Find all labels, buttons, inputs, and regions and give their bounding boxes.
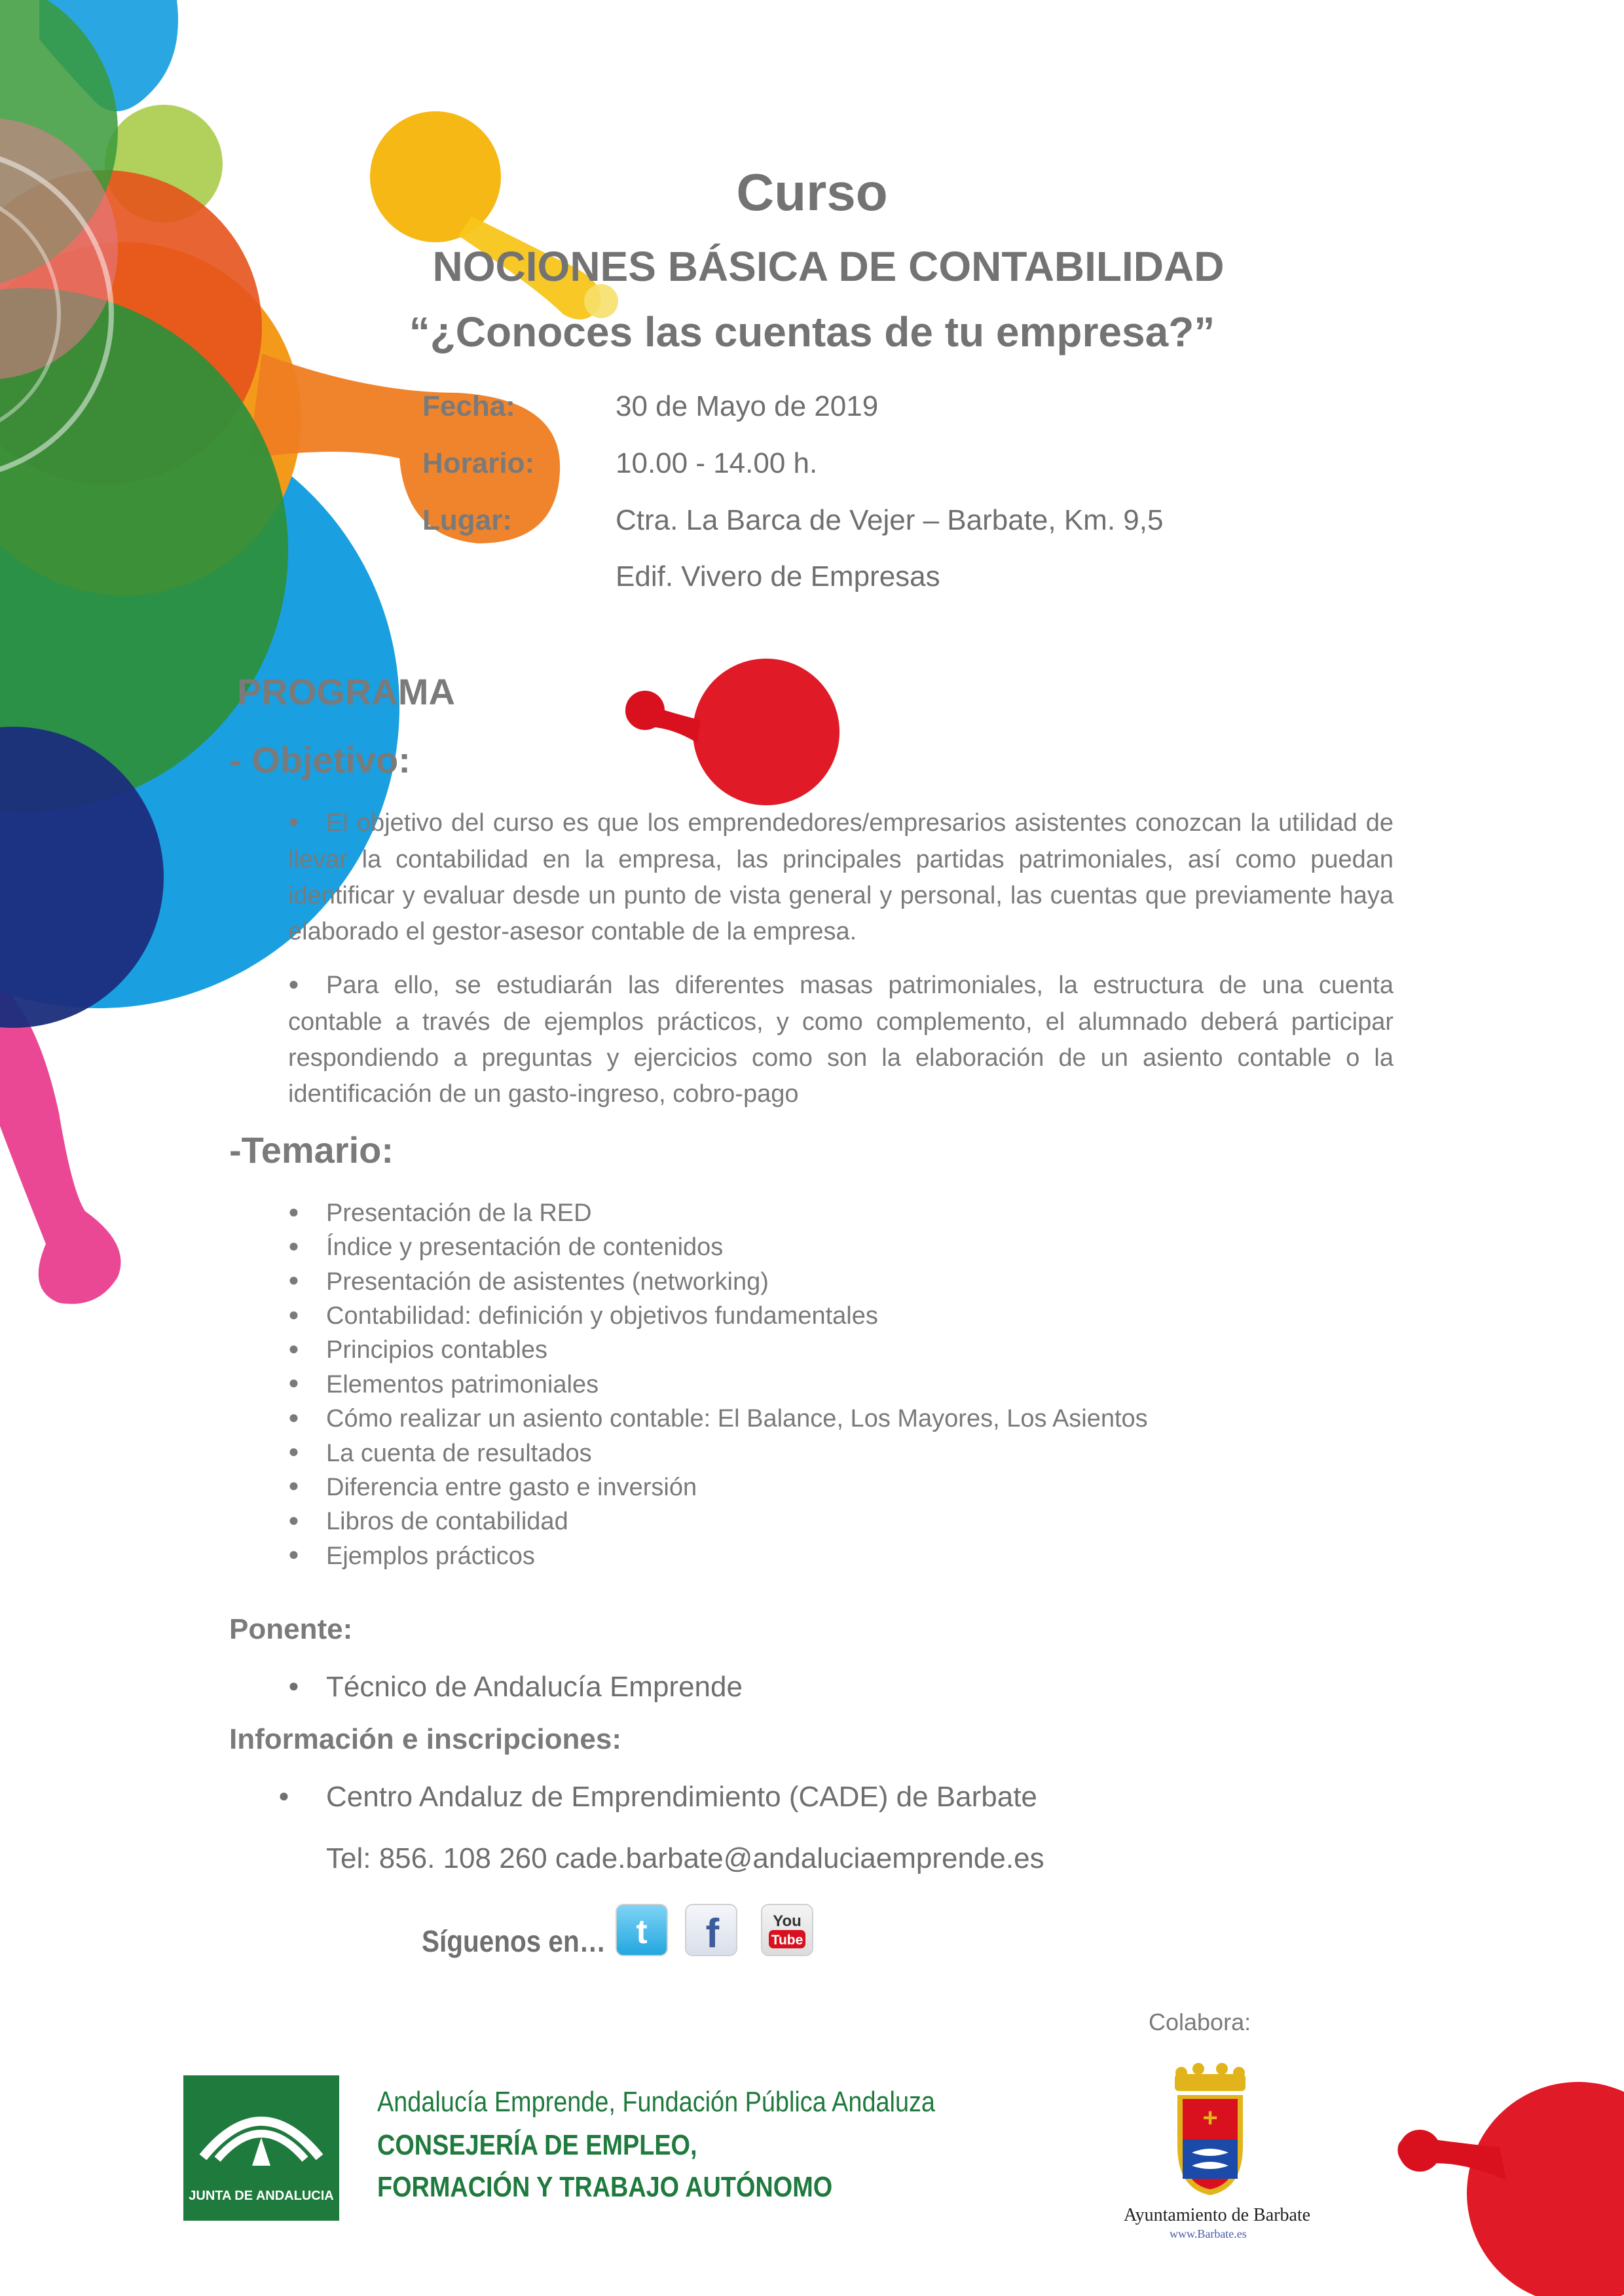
red-corner-drop: [1399, 2130, 1441, 2172]
svg-text:t: t: [636, 1913, 648, 1951]
bullet-icon: ●: [288, 1675, 299, 1696]
svg-text:JUNTA DE ANDALUCIA: JUNTA DE ANDALUCIA: [189, 2189, 334, 2203]
bullet-icon: ●: [288, 1201, 299, 1222]
pink-blob: [0, 982, 120, 1304]
objetivo-item: ● Para ello, se estudiarán las diferentes masas patrimoniales, la estructura de una cuenta contable a través de ejemplos prácticos, y como complemento, el alumnado deberá participar respondiendo a preguntas y ejercicios como son la elaboración de un asiento contable o la identificación de un gasto-ingreso, cobro-pago: [288, 968, 1393, 1112]
bullet-icon: ●: [288, 1372, 299, 1393]
bullet-icon: ●: [288, 1406, 299, 1427]
course-name: NOCIONES BÁSICA DE CONTABILIDAD: [432, 243, 1225, 290]
consejeria-line-1: CONSEJERÍA DE EMPLEO,: [377, 2129, 697, 2161]
programa-heading: PROGRAMA: [237, 671, 455, 712]
bullet-icon: ●: [288, 1338, 299, 1358]
ayuntamiento-web[interactable]: www.Barbate.es: [1170, 2227, 1247, 2240]
list-item: ● Índice y presentación de contenidos: [288, 1231, 1148, 1265]
course-word: Curso: [736, 163, 888, 221]
colabora-label: Colabora:: [1149, 2009, 1251, 2035]
bullet-icon: ●: [288, 1269, 299, 1290]
bullet-icon: ●: [288, 974, 299, 994]
temario-list: [288, 1197, 1148, 1574]
ponente-heading: Ponente:: [229, 1613, 353, 1645]
horario-label: Horario:: [422, 447, 535, 479]
consejeria-line-2: FORMACIÓN Y TRABAJO AUTÓNOMO: [377, 2171, 833, 2203]
facebook-icon[interactable]: [685, 1904, 737, 1956]
bullet-icon: ●: [288, 1509, 299, 1530]
temario-heading: -Temario:: [229, 1129, 394, 1171]
svg-text:Tube: Tube: [771, 1933, 803, 1948]
red-drop: [625, 691, 665, 730]
bullet-icon: ●: [288, 1544, 299, 1565]
list-item: ● Ejemplos prácticos: [288, 1540, 1148, 1574]
fecha-value: 30 de Mayo de 2019: [616, 390, 879, 422]
list-item: ● Libros de contabilidad: [288, 1505, 1148, 1539]
objetivo-item: ● El objetivo del curso es que los emprendedores/empresarios asistentes conozcan la utilidad de llevar la contabilidad en la empresa, las principales partidas patrimoniales, así como puedan identificar y evaluar desde un punto de vista general y personal, las cuentas que previamente haya elaborado el gestor-asesor contable de la empresa.: [288, 805, 1393, 950]
bullet-icon: ●: [288, 1303, 299, 1324]
bullet-icon: ●: [278, 1785, 289, 1806]
objetivo-heading: - Objetivo:: [229, 739, 411, 780]
bullet-icon: ●: [288, 1441, 299, 1462]
red-blob: [693, 659, 840, 805]
lugar-value-2: Edif. Vivero de Empresas: [616, 560, 940, 592]
svg-text:+: +: [1202, 2104, 1218, 2132]
info-center: ● Centro Andaluz de Emprendimiento (CADE) de Barbate: [278, 1781, 1037, 1813]
bullet-icon: ●: [288, 811, 299, 832]
list-item: ● Cómo realizar un asiento contable: El Balance, Los Mayores, Los Asientos: [288, 1402, 1148, 1436]
list-item: ● Diferencia entre gasto e inversión: [288, 1471, 1148, 1505]
list-item: ● Principios contables: [288, 1334, 1148, 1368]
red-corner-blob: [1467, 2082, 1624, 2296]
lugar-value-1: Ctra. La Barca de Vejer – Barbate, Km. 9,5: [616, 504, 1164, 536]
svg-text:You: You: [773, 1912, 802, 1930]
list-item: ● Elementos patrimoniales: [288, 1368, 1148, 1402]
svg-text:f: f: [705, 1911, 720, 1955]
list-item: ● La cuenta de resultados: [288, 1437, 1148, 1471]
ponente-name: ● Técnico de Andalucía Emprende: [288, 1671, 743, 1703]
youtube-icon[interactable]: [761, 1904, 813, 1956]
social-label: Síguenos en…: [422, 1924, 606, 1958]
junta-logo: [183, 2075, 339, 2221]
list-item: ● Presentación de asistentes (networking): [288, 1266, 1148, 1300]
bullet-icon: ●: [288, 1475, 299, 1496]
twitter-icon[interactable]: [616, 1904, 668, 1956]
list-item: ● Presentación de la RED: [288, 1197, 1148, 1231]
ayuntamiento-name: Ayuntamiento de Barbate: [1124, 2205, 1311, 2225]
info-heading: Información e inscripciones:: [229, 1723, 622, 1755]
ayuntamiento-crest: [1166, 2061, 1255, 2198]
fecha-label: Fecha:: [422, 390, 515, 422]
horario-value: 10.00 - 14.00 h.: [616, 447, 818, 479]
org-line: Andalucía Emprende, Fundación Pública Andaluza: [377, 2086, 935, 2118]
course-tagline: “¿Conoces las cuentas de tu empresa?”: [409, 308, 1215, 355]
list-item: ● Contabilidad: definición y objetivos fundamentales: [288, 1300, 1148, 1334]
info-contact[interactable]: Tel: 856. 108 260 cade.barbate@andaluciaemprende.es: [326, 1842, 1044, 1874]
bullet-icon: ●: [288, 1235, 299, 1256]
lugar-label: Lugar:: [422, 504, 512, 536]
